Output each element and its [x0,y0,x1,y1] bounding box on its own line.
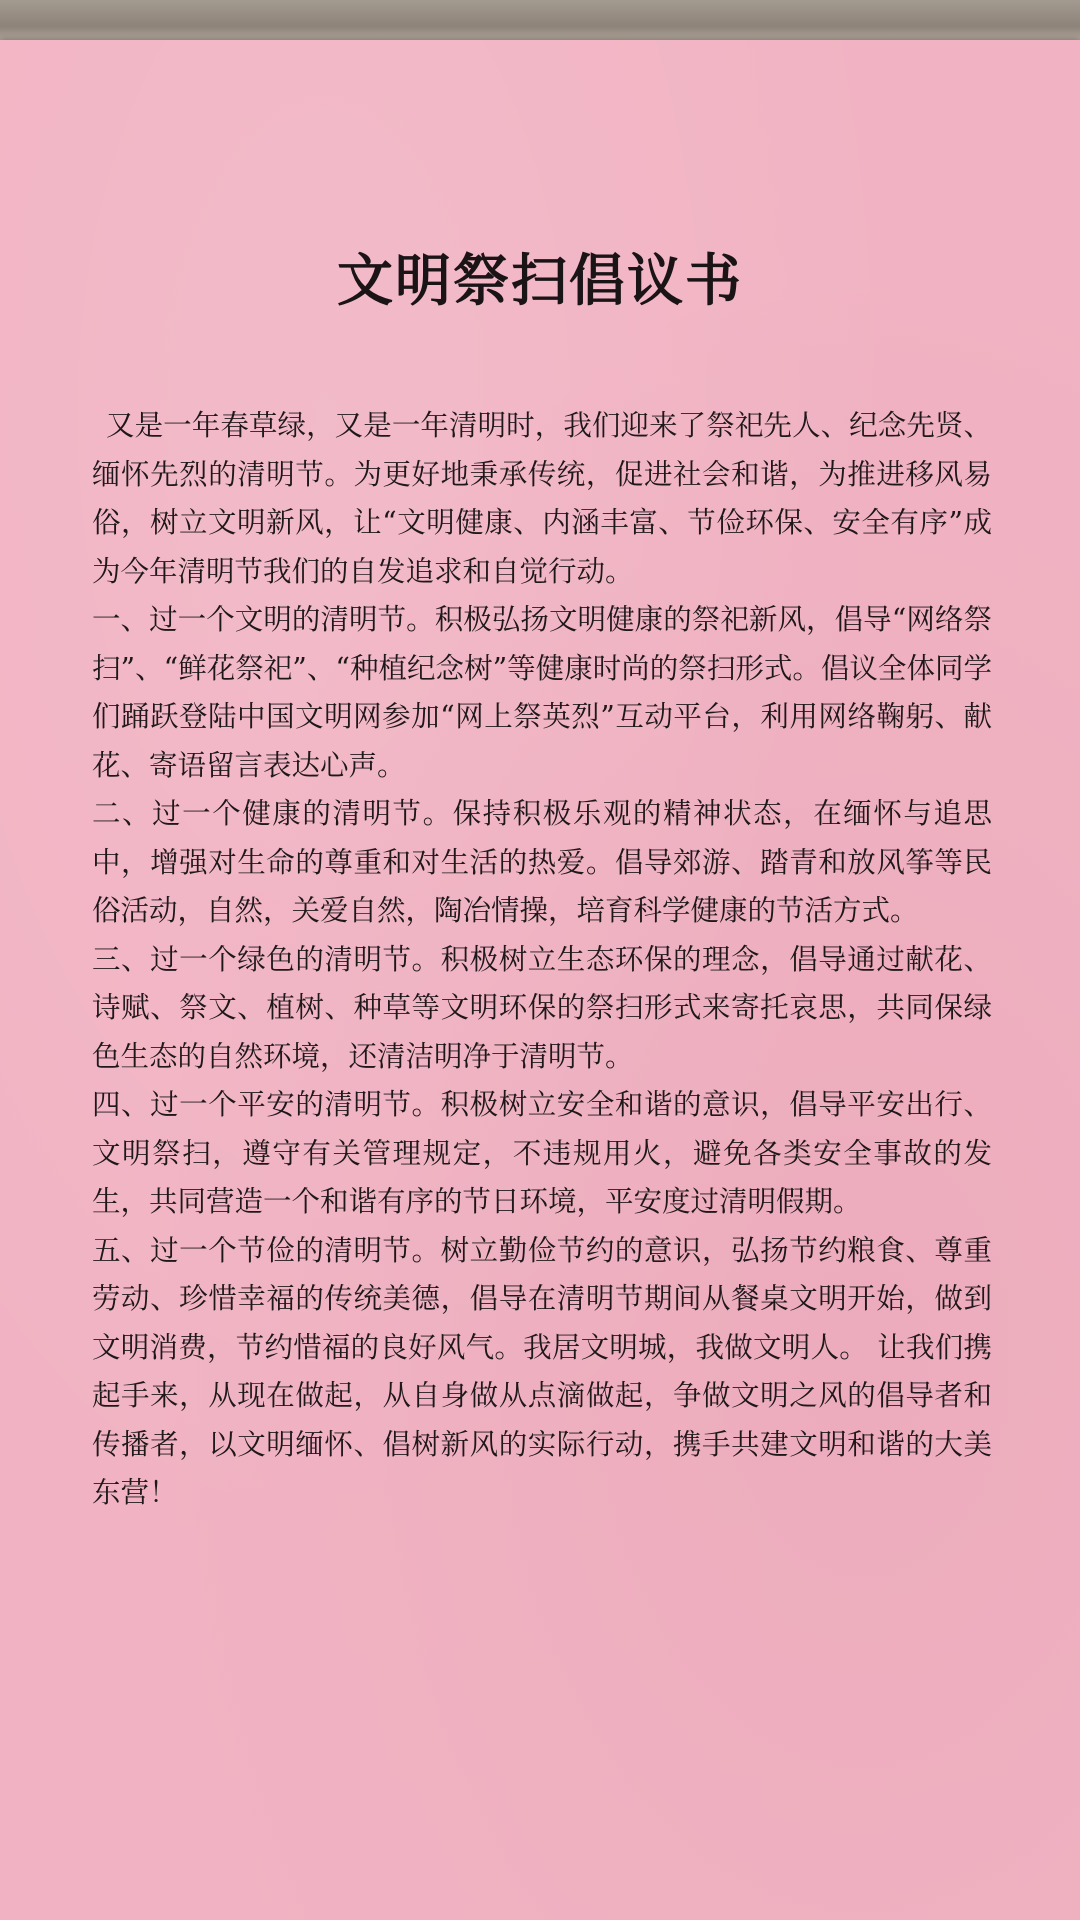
document-body [92,402,992,1518]
point-five-paragraph: 五、过一个节俭的清明节。树立勤俭节约的意识，弘扬节约粮食、尊重劳动、珍惜幸福的传统美德，倡导在清明节期间从餐桌文明开始，做到文明消费，节约惜福的良好风气。我居文明城，我做文明人。 让我们携起手来，从现在做起，从自身做从点滴做起，争做文明之风的倡导者和传播者，以文明缅怀、倡树新风的实际行动，携手共建文明和谐的大美东营！ [92,1233,992,1509]
intro-paragraph: 又是一年春草绿，又是一年清明时，我们迎来了祭祀先人、纪念先贤、缅怀先烈的清明节。为更好地秉承传统，促进社会和谐，为推进移风易俗，树立文明新风，让“文明健康、内涵丰富、节俭环保、安全有序”成为今年清明节我们的自发追求和自觉行动。 [92,409,992,588]
point-two-paragraph: 二、过一个健康的清明节。保持积极乐观的精神状态，在缅怀与追思中，增强对生命的尊重和对生活的热爱。倡导郊游、踏青和放风筝等民俗活动，自然，关爱自然，陶冶情操，培育科学健康的节活方式。 [92,797,992,927]
pink-paper-sheet [0,40,1080,1920]
point-one-paragraph: 一、过一个文明的清明节。积极弘扬文明健康的祭祀新风，倡导“网络祭扫”、“鲜花祭祀”、“种植纪念树”等健康时尚的祭扫形式。倡议全体同学们踊跃登陆中国文明网参加“网上祭英烈”互动平台，利用网络鞠躬、献花、寄语留言表达心声。 [92,603,992,782]
document-title: 文明祭扫倡议书 [337,248,743,314]
point-four-paragraph: 四、过一个平安的清明节。积极树立安全和谐的意识，倡导平安出行、文明祭扫，遵守有关管理规定，不违规用火，避免各类安全事故的发生，共同营造一个和谐有序的节日环境，平安度过清明假期。 [92,1088,992,1218]
table-surface [0,0,1080,44]
point-three-paragraph: 三、过一个绿色的清明节。积极树立生态环保的理念，倡导通过献花、诗赋、祭文、植树、种草等文明环保的祭扫形式来寄托哀思，共同保绿色生态的自然环境，还清洁明净于清明节。 [92,942,992,1073]
